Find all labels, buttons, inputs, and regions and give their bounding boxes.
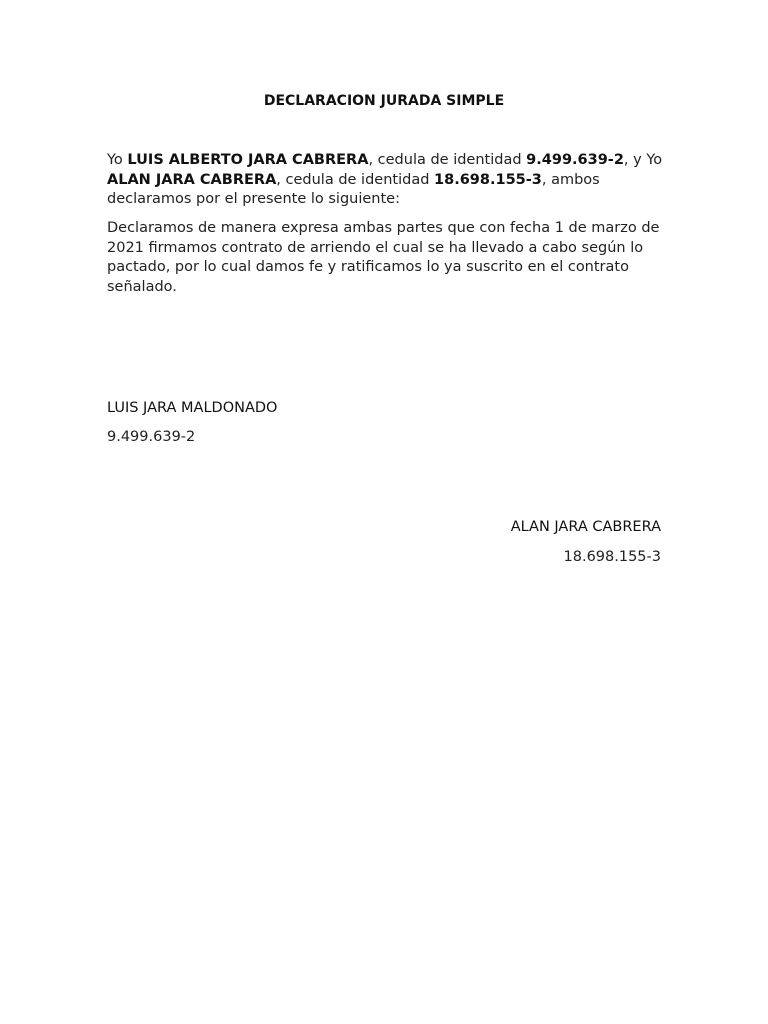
declarant2-id: 18.698.155-3 — [434, 171, 542, 188]
declarant1-id: 9.499.639-2 — [526, 152, 624, 168]
intro-text-1: Yo — [107, 152, 128, 168]
intro-text-3: , y Yo — [623, 152, 663, 168]
signature2-id: 18.698.155-3 — [563, 549, 661, 565]
intro-text-5: , ambos declaramos por el presente lo siguiente: — [107, 171, 600, 207]
declaration-body-paragraph: Declaramos de manera expresa ambas partes que con fecha 1 de marzo de 2021 firmamos contrato de arriendo el cual se ha llevado a cabo según lo pactado, por lo cual damos fe y ratificamos lo ya suscrito en el contrato señalado. — [107, 220, 660, 295]
declarant2-name: ALAN JARA CABRERA — [107, 171, 277, 188]
signature2-name: ALAN JARA CABRERA — [510, 519, 661, 535]
intro-text-2: , cedula de identidad — [368, 152, 527, 168]
intro-text-4: , cedula de identidad — [276, 171, 435, 188]
declarant1-name: LUIS ALBERTO JARA CABRERA — [127, 152, 369, 168]
signature1-id: 9.499.639-2 — [107, 429, 196, 445]
document-title: DECLARACION JURADA SIMPLE — [263, 93, 505, 109]
signature1-name: LUIS JARA MALDONADO — [107, 400, 278, 416]
declaration-intro-paragraph — [107, 151, 667, 210]
